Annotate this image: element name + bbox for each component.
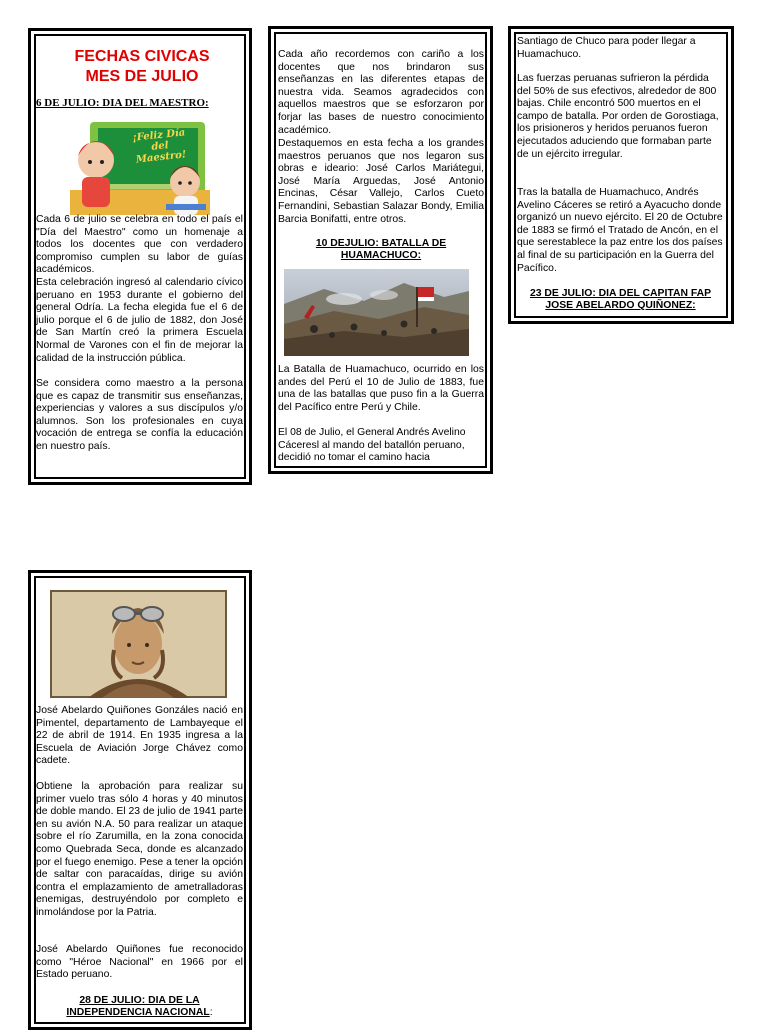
section-heading-quinones-1: 23 DE JULIO: DIA DEL CAPITAN FAP bbox=[529, 288, 712, 299]
section-heading-independencia-2-row bbox=[36, 1007, 243, 1020]
quinones-portrait-illustration bbox=[50, 590, 227, 698]
pilot-portrait-image bbox=[50, 590, 227, 698]
quinones-paragraph-1: José Abelardo Quiñones Gonzáles nació en Pimentel, departamento de Lambayeque el 22 de abril de 1914. En 1935 ingresa a la Escuela de Aviación Jorge Chávez como cadete. bbox=[36, 705, 243, 767]
section-heading-huamachuco-2: HUAMACHUCO: bbox=[340, 250, 422, 261]
page-title-line2: MES DE JULIO bbox=[85, 68, 199, 85]
section-heading-independencia-1: 28 DE JULIO: DIA DE LA bbox=[79, 995, 200, 1006]
section-heading-independencia-2: INDEPENDENCIA NACIONAL bbox=[66, 1007, 210, 1018]
huamachuco-paragraph-2: El 08 de Julio, el General Andrés Avelino Cáceresl al mando del batallón peruano, decidió no tomar el camino hacia bbox=[278, 427, 466, 464]
panel-huamachuco-continued bbox=[508, 26, 734, 324]
tratado-ancon-paragraph: Tras la batalla de Huamachuco, Andrés Avelino Cáceres se retiró a Ayacucho donde organizó un nuevo ejército. El 20 de Octubre de 1883 se firmó el Tratado de Ancón, en el que serestablece la paz entre los dos países al final de su participación en la Guerra del Pacífico. bbox=[517, 187, 723, 274]
battle-painting-image bbox=[284, 269, 469, 356]
teacher-day-illustration bbox=[70, 120, 210, 215]
docentes-paragraph: Cada año recordemos con cariño a los docentes que nos brindaron sus enseñanzas en las diferentes etapas de nuestra vida. Seamos agradecidos con aquellos maestros que se esforzaron por forjar las bases de nuestro conocimiento académico. bbox=[278, 49, 484, 136]
heading-colon: : bbox=[209, 1007, 213, 1018]
maestro-paragraph-2: Esta celebración ingresó al calendario cívico peruano en 1953 durante el gobierno del general Odría. La fecha elegida fue el 6 de julio porque el 6 de julio de 1882, don José de San Martín creó la primera Escuela Normal de Varones con el fin de mejorar la calidad de la instrucción pública. bbox=[36, 277, 243, 364]
huamachuco-losses-paragraph: Las fuerzas peruanas sufrieron la pérdida del 50% de sus efectivos, alrededor de 800 bajas. Chile encontró 500 muertos en el campo de batalla. Por orden de Gorostiaga, los prisioneros y heridos peruanos fueron ejecutados aduciendo que formaban parte de un ejército irregular. bbox=[517, 73, 719, 160]
section-heading-quinones-2: JOSE ABELARDO QUIÑONEZ: bbox=[545, 300, 696, 311]
maestro-paragraph-1: Cada 6 de julio se celebra en todo el país el "Día del Maestro" como un homenaje a todos los docentes que con verdadero compromiso cumplen su labor de guías académicos. bbox=[36, 214, 243, 276]
huamachuco-continued-paragraph-1: Santiago de Chuco para poder llegar a Huamachuco. bbox=[517, 36, 696, 60]
section-heading-maestro: 6 DE JULIO: DIA DEL MAESTRO: bbox=[36, 97, 209, 109]
section-heading-huamachuco-1: 10 DEJULIO: BATALLA DE bbox=[315, 238, 447, 249]
teacher-day-caption: ¡Feliz Día del Maestro! bbox=[131, 127, 187, 166]
grandes-maestros-paragraph: Destaquemos en esta fecha a los grandes maestros peruanos que nos legaron sus obras e ideario: José Carlos Mariátegui, José María Arguedas, José Antonio Encinas, César Vallejo, Carlos Cueto Fernandini, Sebastian Salazar Bondy, Emilia Barcia Bonifatti, entre otros. bbox=[278, 138, 484, 225]
quinones-paragraph-2: Obtiene la aprobación para realizar su primer vuelo tras sólo 4 horas y 40 minutos de doble mando. El 23 de julio de 1941 parte en su avión N.A. 50 para realizar un ataque sobre el río Zarumilla, en la zona conocida como Quebrada Seca, donde es alcanzado por el fuego enemigo. Pese a tener la opción de saltar con paracaídas, dirige su avión contra el emplazamiento de ametralladoras enemigas, destruyéndolo por completo e inmolándose por la Patria. bbox=[36, 781, 243, 918]
page-title-line1: FECHAS CIVICAS bbox=[74, 48, 210, 65]
maestro-paragraph-3: Se considera como maestro a la persona que es capaz de transmitir sus enseñanzas, experiencias y valores a sus discípulos y/o alumnos. Son los profesionales en cuya vocación de entrega se confía la educación en nuestro país. bbox=[36, 378, 243, 452]
battle-painting-illustration bbox=[284, 269, 469, 356]
quinones-paragraph-3: José Abelardo Quiñones fue reconocido como "Héroe Nacional" en 1966 por el Estado peruano. bbox=[36, 944, 243, 981]
huamachuco-paragraph-1: La Batalla de Huamachuco, ocurrido en los andes del Perú el 10 de Julio de 1883, fue una de las batallas que puso fin a la Guerra del Pacífico entre Perú y Chile. bbox=[278, 364, 484, 413]
